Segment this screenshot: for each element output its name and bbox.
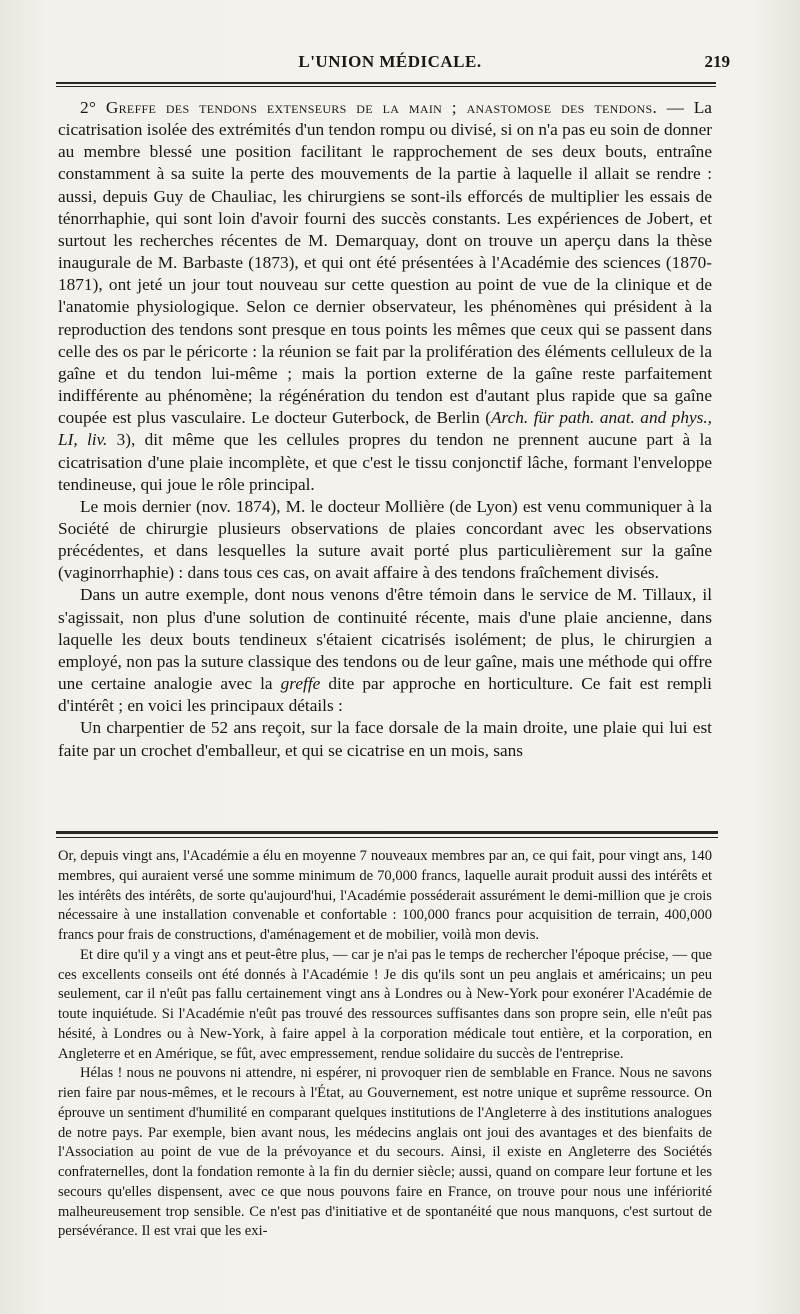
- paragraph-text-end: dite par approche en horticulture. Ce fait est rempli d'intérêt ; en voici les principaux détails :: [58, 674, 712, 716]
- footnote-rule: [56, 831, 718, 834]
- running-title: L'UNION MÉDICALE.: [298, 52, 482, 71]
- article-body: [58, 97, 712, 762]
- paragraph-text: La cicatrisation isolée des extrémités d'un tendon rompu ou divisé, si on n'a pas eu soin de donner au membre blessé une position facilitant le rapprochement de ses deux bouts, entraîne constamment à sa suite la perte des mouvements de la partie à laquelle il allait se rendre : aussi, depuis Guy de Chauliac, les chirurgiens se sont-ils efforcés de multiplier les essais de ténorrhaphie, qui sont loin d'avoir fourni des succès constants. Les expériences de Jobert, et surtout les recherches récentes de M. Demarquay, dont on trouve un aperçu dans la thèse inaugurale de M. Barbaste (1873), et qui ont été présentées à l'Académie des sciences (1870-1871), ont jeté un jour tout nouveau sur cette question au point de vue de la clinique et de l'anatomie physiologique. Selon ce dernier observateur, les phénomènes qui président à la reproduction des tendons sont presque en tous points les mêmes que ceux qui se passent dans celle des os par le péricorte : la réunion se fait par la prolifération des éléments celluleux de la gaîne et du tendon lui-même ; mais la portion externe de la gaîne reste parfaitement indifférente au phénomène; la régénération du tendon est d'autant plus rapide que sa gaîne coupée est plus vasculaire. Le docteur Guterbock, de Berlin (: [58, 98, 712, 428]
- feuilleton-footnote: [58, 847, 712, 1242]
- page-number: 219: [704, 52, 730, 71]
- paragraph-text: Dans un autre exemple, dont nous venons d'être témoin dans le service de M. Tillaux, il s'agissait, non plus d'une solution de continuité récente, mais d'une plaie ancienne, dans laquelle les deux bouts tendineux s'étaient cicatrisés isolément; de plus, le chirurgien a employé, non pas la suture classique des tendons ou de leur gaîne, mais une méthode qui offre une certaine analogie avec la: [58, 585, 712, 694]
- article-paragraph-3: [58, 584, 712, 717]
- article-paragraph-1: [58, 97, 712, 496]
- footnote-paragraph-2: Et dire qu'il y a vingt ans et peut-être plus, — car je n'ai pas le temps de rechercher l'époque précise, — que ces excellents conseils ont été donnés à l'Académie ! Je dis qu'ils sont un peu anglais et américains; un peu seulement, car il n'eût pas fallu certainement vingt ans à Londres ou à New-York pour exonérer l'Académie de toute inquiétude. Si l'Académie n'eût pas trouvé des ressources suffisantes dans son propre sein, elle n'eût pas hésité, à Londres ou à New-York, à faire appel à la corporation médicale tout entière, et la corporation, en Angleterre et en Amérique, se fût, avec empressement, rendue solidaire du succès de l'entreprise.: [58, 946, 712, 1062]
- running-header: [60, 52, 730, 78]
- paragraph-text-end: 3), dit même que les cellules propres du tendon ne prennent aucune part à la cicatrisation d'une plaie incomplète, et que c'est le tissu conjonctif lâche, formant l'enveloppe tendineuse, qui joue le rôle principal.: [58, 430, 712, 494]
- header-rule-thin: [56, 86, 716, 87]
- footnote-rule-thin: [56, 837, 718, 838]
- article-paragraph-4: Un charpentier de 52 ans reçoit, sur la face dorsale de la main droite, une plaie qui lui est faite par un crochet d'emballeur, et qui se cicatrise en un mois, sans: [58, 718, 712, 760]
- section-heading: 2° Greffe des tendons extenseurs de la main ; anastomose des tendons. —: [80, 98, 685, 117]
- header-rule: [56, 82, 716, 84]
- footnote-paragraph-1: Or, depuis vingt ans, l'Académie a élu en moyenne 7 nouveaux membres par an, ce qui fait, pour vingt ans, 140 membres, qui auraient versé une somme minimum de 70,000 francs, laquelle aurait produit aussi des intérêts et les intérêts des intérêts, de sorte qu'aujourd'hui, l'Académie posséderait assurément le demi-million que je crois nécessaire à une installation convenable et confortable : 100,000 francs pour acquisition de terrain, 400,000 francs pour frais de constructions, d'aménagement et de mobilier, voilà mon devis.: [58, 848, 712, 943]
- article-paragraph-2: Le mois dernier (nov. 1874), M. le docteur Mollière (de Lyon) est venu communiquer à la Société de chirurgie plusieurs observations de plaies concordant avec les observations précédentes, et dans lesquelles la suture avait porté plus particulièrement sur la gaîne (vaginorrhaphie) : dans tous ces cas, on avait affaire à des tendons fraîchement divisés.: [58, 496, 712, 583]
- emphasis-greffe: greffe: [280, 674, 321, 694]
- citation: Arch. für path. anat. and phys., LI, liv.: [58, 408, 713, 450]
- footnote-paragraph-3: Hélas ! nous ne pouvons ni attendre, ni espérer, ni provoquer rien de semblable en France. Nous ne savons rien faire par nous-mêmes, et le recours à l'État, au Gouvernement, est notre unique et suprême ressource. On éprouve un sentiment d'humilité en comparant quelques institutions de l'Angleterre à des institutions analogues de notre pays. Par exemple, bien avant nous, les médecins anglais ont joui des avantages et des bienfaits de l'Association au point de vue de la prévoyance et du secours. Ainsi, il existe en Angleterre des Sociétés confraternelles, dont la fondation remonte à la fin du dernier siècle; aussi, quand on compare leur fortune et les secours qu'elles dispensent, avec ce que nous pouvons faire en France, on trouve pour nous une infériorité malheureusement trop sensible. Ce n'est pas d'initiative et de spontanéité que nous manquons, c'est surtout de persévérance. Il est vrai que les exi-: [58, 1065, 712, 1240]
